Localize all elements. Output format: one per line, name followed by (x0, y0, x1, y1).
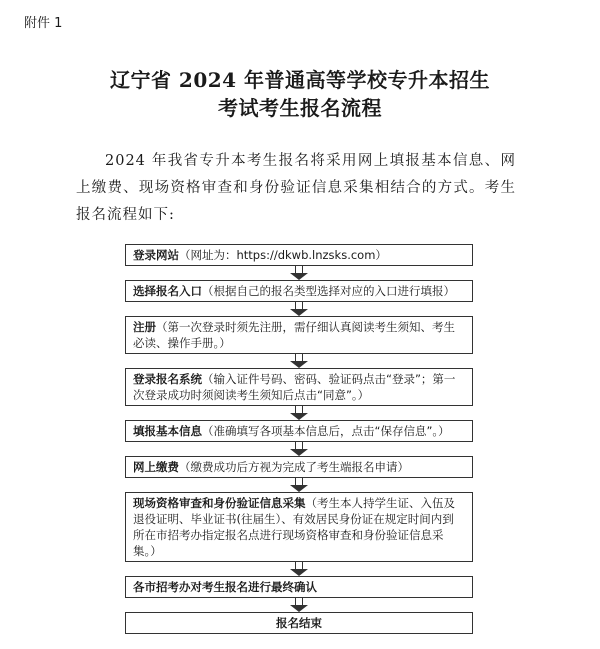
document-title-line-2: 考试考生报名流程 (218, 96, 382, 120)
step-choose-entry (125, 280, 473, 302)
step-end (125, 612, 473, 634)
step-lead: 网上缴费 (133, 460, 179, 474)
step-detail: （网址为：https://dkwb.lnzsks.com） (179, 248, 387, 262)
step-onsite-review (125, 492, 473, 562)
document-title-line-1: 辽宁省 2024 年普通高等学校专升本招生 (109, 68, 491, 92)
step-lead: 登录网站 (133, 248, 179, 262)
registration-flowchart (125, 244, 473, 634)
step-lead: 报名结束 (276, 616, 322, 630)
step-detail: （根据自己的报名类型选择对应的入口进行填报） (202, 284, 455, 298)
step-lead: 选择报名入口 (133, 284, 202, 298)
step-detail: （缴费成功后方视为完成了考生端报名申请） (179, 460, 409, 474)
step-lead: 各市招考办对考生报名进行最终确认 (133, 580, 317, 594)
down-arrow-icon (125, 266, 473, 280)
down-arrow-icon (125, 442, 473, 456)
step-detail: （准确填写各项基本信息后，点击“保存信息”。） (202, 424, 450, 438)
step-online-payment (125, 456, 473, 478)
step-lead: 注册 (133, 320, 156, 334)
step-detail: （考生本人持学生证、入伍及退役证明、毕业证书(往届生）、有效居民身份证在规定时间内到所在市招考办指定报名点进行现场资格审查和身份验证信息采集。） (133, 496, 455, 558)
down-arrow-icon (125, 562, 473, 576)
attachment-label: 附件 1 (24, 16, 63, 31)
step-lead: 填报基本信息 (133, 424, 202, 438)
step-lead: 现场资格审查和身份验证信息采集 (133, 496, 306, 510)
step-fill-info (125, 420, 473, 442)
step-login-system (125, 368, 473, 406)
step-login-website (125, 244, 473, 266)
step-detail: （第一次登录时须先注册，需仔细认真阅读考生须知、考生必读、操作手册。） (133, 320, 455, 350)
step-final-confirm (125, 576, 473, 598)
down-arrow-icon (125, 598, 473, 612)
down-arrow-icon (125, 478, 473, 492)
intro-paragraph: 2024 年我省专升本考生报名将采用网上填报基本信息、网上缴费、现场资格审查和身份验证信息采集相结合的方式。考生报名流程如下: (76, 153, 516, 223)
step-lead: 登录报名系统 (133, 372, 202, 386)
down-arrow-icon (125, 302, 473, 316)
down-arrow-icon (125, 406, 473, 420)
step-register (125, 316, 473, 354)
step-detail: （输入证件号码、密码、验证码点击“登录”；第一次登录成功时须阅读考生须知后点击“同意”。） (133, 372, 456, 402)
down-arrow-icon (125, 354, 473, 368)
